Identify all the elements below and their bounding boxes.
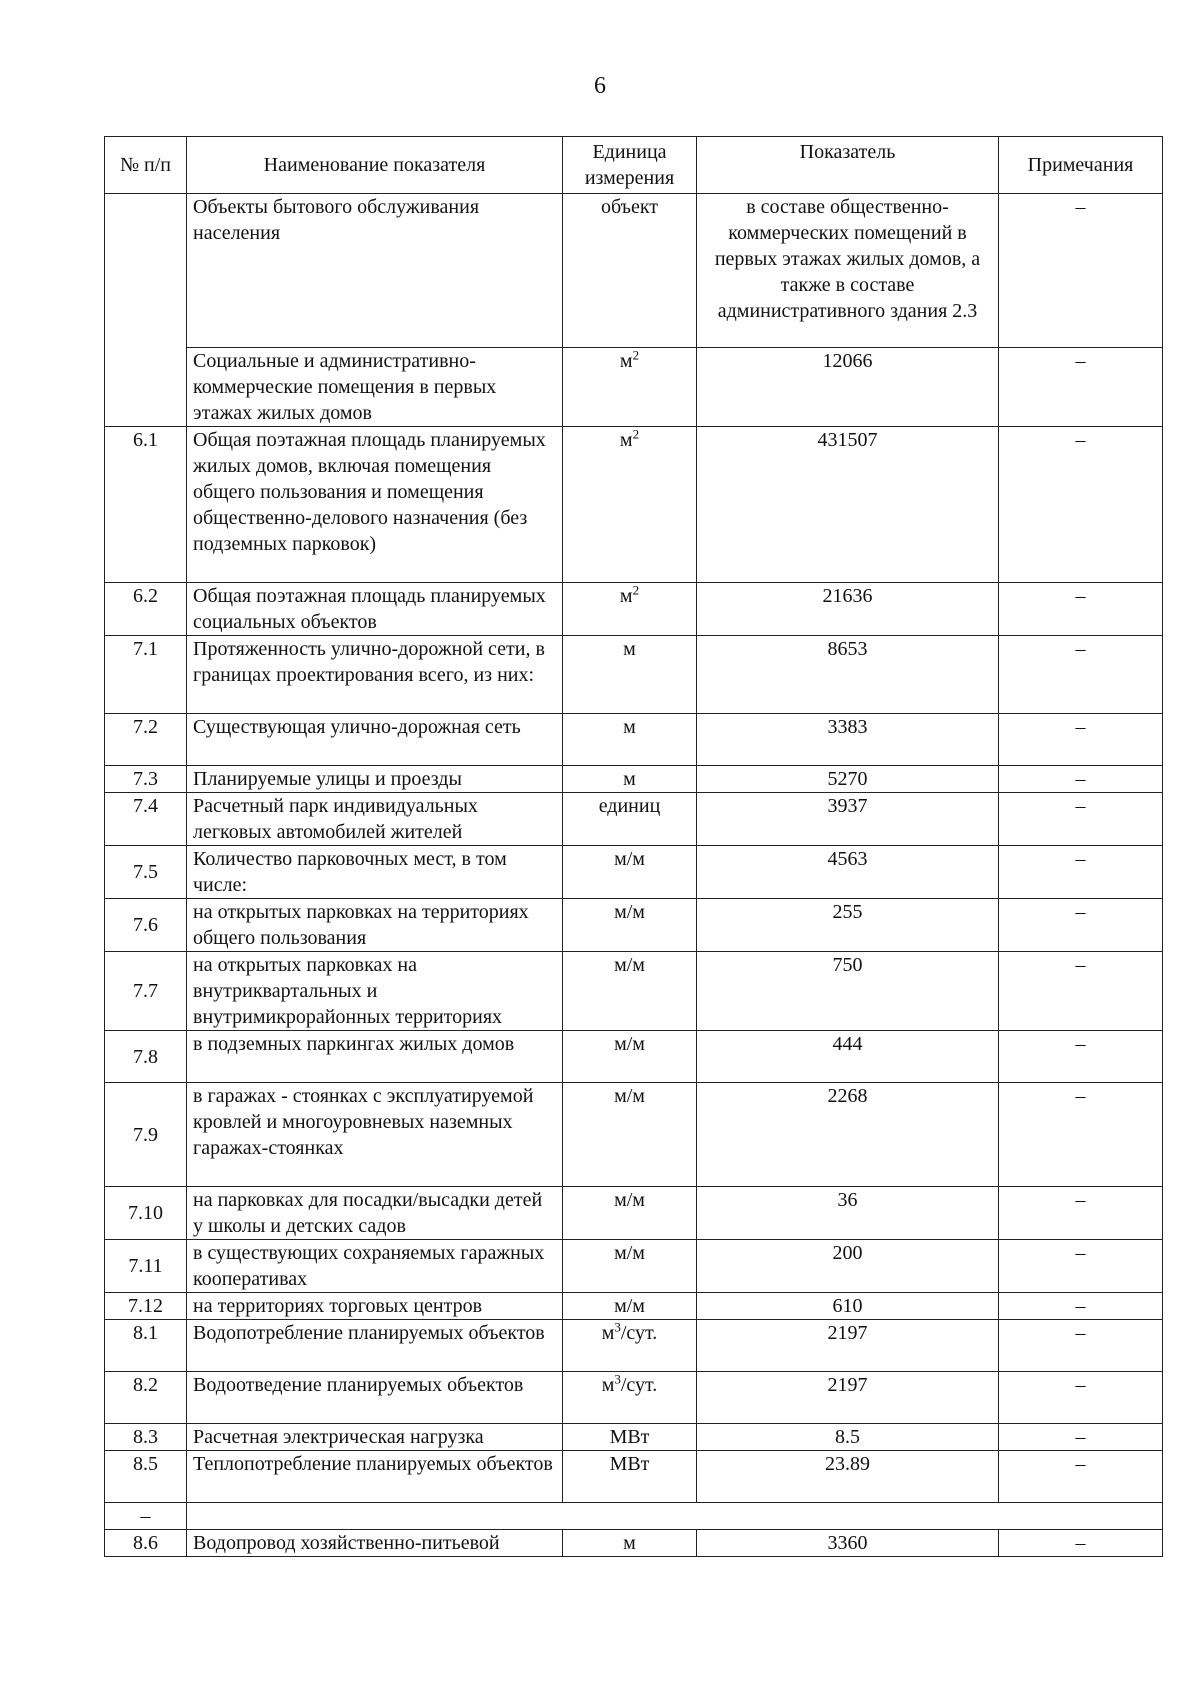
row-unit: $м^2$	[563, 583, 697, 636]
row-note: –	[999, 1187, 1163, 1240]
row-unit: единиц	[563, 793, 697, 846]
row-num: 8.1	[105, 1320, 187, 1372]
table-row	[105, 952, 1163, 1031]
row-name: Расчетный парк индивидуальных легковых автомобилей жителей	[187, 793, 563, 846]
table-row	[105, 1187, 1163, 1240]
row-num: 7.3	[105, 766, 187, 793]
table-row	[105, 714, 1163, 766]
row-num: 7.8	[105, 1031, 187, 1083]
table-header-row	[105, 137, 1163, 194]
row-name: в существующих сохраняемых гаражных кооперативах	[187, 1240, 563, 1293]
header-note: Примечания	[999, 137, 1163, 194]
row-unit: $м^2$	[563, 348, 697, 427]
row-value: 12066	[697, 348, 999, 427]
row-unit: МВт	[563, 1424, 697, 1451]
row-unit: м/м	[563, 1293, 697, 1320]
table-row	[105, 1293, 1163, 1320]
row-note: –	[999, 1240, 1163, 1293]
table-row	[105, 846, 1163, 899]
row-value: 5270	[697, 766, 999, 793]
row-num: 7.9	[105, 1083, 187, 1187]
table-row	[105, 583, 1163, 636]
row-note: –	[999, 1424, 1163, 1451]
row-value: 444	[697, 1031, 999, 1083]
row-num	[105, 194, 187, 427]
row-name: Существующая улично-дорожная сеть	[187, 714, 563, 766]
row-name: на открытых парковках на территориях общего пользования	[187, 899, 563, 952]
row-note: –	[999, 1031, 1163, 1083]
header-name: Наименование показателя	[187, 137, 563, 194]
table-row	[105, 1320, 1163, 1372]
row-unit: объект	[563, 194, 697, 348]
row-name: на территориях торговых центров	[187, 1293, 563, 1320]
row-note: –	[999, 1083, 1163, 1187]
row-num: 7.7	[105, 952, 187, 1031]
row-num: 7.11	[105, 1240, 187, 1293]
table-row	[105, 766, 1163, 793]
row-value: 3937	[697, 793, 999, 846]
table-row	[105, 899, 1163, 952]
row-unit: м/м	[563, 1187, 697, 1240]
row-note: –	[999, 714, 1163, 766]
table-row	[105, 793, 1163, 846]
row-value: 750	[697, 952, 999, 1031]
row-unit: м/м	[563, 899, 697, 952]
table-row	[105, 1424, 1163, 1451]
row-value: 2268	[697, 1083, 999, 1187]
row-name: Общая поэтажная площадь планируемых социальных объектов	[187, 583, 563, 636]
row-num: 7.5	[105, 846, 187, 899]
row-value: 36	[697, 1187, 999, 1240]
row-name: Водоотведение планируемых объектов	[187, 1372, 563, 1424]
row-unit: м	[563, 766, 697, 793]
row-value: 2197	[697, 1372, 999, 1424]
row-num: 8.2	[105, 1372, 187, 1424]
row-name: Социальные и административно-коммерческие помещения в первых этажах жилых домов	[187, 348, 563, 427]
row-num: 6.1	[105, 427, 187, 583]
row-name: Расчетная электрическая нагрузка	[187, 1424, 563, 1451]
row-value: 8653	[697, 636, 999, 714]
row-value: 4563	[697, 846, 999, 899]
row-note: –	[999, 1530, 1163, 1557]
row-name: Водопровод хозяйственно-питьевой	[187, 1530, 563, 1557]
row-name: Водопотребление планируемых объектов	[187, 1320, 563, 1372]
row-value: 8.5	[697, 1424, 999, 1451]
row-note: –	[999, 1372, 1163, 1424]
row-note: –	[999, 427, 1163, 583]
row-num: 7.1	[105, 636, 187, 714]
row-value: 3360	[697, 1530, 999, 1557]
row-name: Объекты бытового обслуживания населения	[187, 194, 563, 348]
row-unit: м	[563, 1530, 697, 1557]
table-row	[105, 636, 1163, 714]
row-unit: м/м	[563, 1031, 697, 1083]
row-value: 3383	[697, 714, 999, 766]
row-unit: м/м	[563, 1083, 697, 1187]
table-row	[105, 1240, 1163, 1293]
row-name: Протяженность улично-дорожной сети, в границах проектирования всего, из них:	[187, 636, 563, 714]
row-value: 2197	[697, 1320, 999, 1372]
row-note: –	[999, 636, 1163, 714]
row-value: 23.89	[697, 1451, 999, 1503]
row-unit: м/м	[563, 1240, 697, 1293]
row-note: –	[999, 1451, 1163, 1503]
separator-cell	[187, 1503, 1163, 1530]
header-unit: Единица измерения	[563, 137, 697, 194]
row-num: 7.2	[105, 714, 187, 766]
row-note: –	[999, 899, 1163, 952]
row-name: Общая поэтажная площадь планируемых жилых домов, включая помещения общего пользования и помещения общественно-делового назначения (без подземных парковок)	[187, 427, 563, 583]
row-value: в составе общественно-коммерческих помещений в первых этажах жилых домов, а также в составе административного здания 2.3	[697, 194, 999, 348]
table-row	[105, 1530, 1163, 1557]
row-num: 8.5	[105, 1451, 187, 1503]
row-note: –	[999, 793, 1163, 846]
row-unit: м	[563, 636, 697, 714]
row-note: –	[999, 766, 1163, 793]
row-note: –	[999, 583, 1163, 636]
row-name: Теплопотребление планируемых объектов	[187, 1451, 563, 1503]
row-name: в подземных паркингах жилых домов	[187, 1031, 563, 1083]
row-num: 8.6	[105, 1530, 187, 1557]
row-unit: МВт	[563, 1451, 697, 1503]
row-name: на открытых парковках на внутриквартальных и внутримикрорайонных территориях	[187, 952, 563, 1031]
table-separator-row	[105, 1503, 1163, 1530]
row-value: 610	[697, 1293, 999, 1320]
table-row	[105, 1451, 1163, 1503]
table-row	[105, 1372, 1163, 1424]
row-num: 7.6	[105, 899, 187, 952]
indicators-table	[104, 136, 1163, 1557]
table-row	[105, 348, 1163, 427]
row-num: 8.3	[105, 1424, 187, 1451]
table-row	[105, 194, 1163, 348]
row-unit: м/м	[563, 846, 697, 899]
row-name: на парковках для посадки/высадки детей у школы и детских садов	[187, 1187, 563, 1240]
row-name: Количество парковочных мест, в том числе:	[187, 846, 563, 899]
row-num: 7.12	[105, 1293, 187, 1320]
row-note: –	[999, 194, 1163, 348]
page-number: 6	[594, 73, 606, 99]
row-unit: м/м	[563, 952, 697, 1031]
row-name: Планируемые улицы и проезды	[187, 766, 563, 793]
row-num: 7.4	[105, 793, 187, 846]
row-note: –	[999, 1320, 1163, 1372]
row-value: 255	[697, 899, 999, 952]
row-unit: $м^3$/сут.	[563, 1372, 697, 1424]
table-row	[105, 1083, 1163, 1187]
row-value: 431507	[697, 427, 999, 583]
row-value: 21636	[697, 583, 999, 636]
row-note: –	[999, 846, 1163, 899]
row-unit: $м^3$/сут.	[563, 1320, 697, 1372]
row-note: –	[999, 348, 1163, 427]
row-num: 7.10	[105, 1187, 187, 1240]
row-name: в гаражах - стоянках с эксплуатируемой кровлей и многоуровневых наземных гаражах-стоянках	[187, 1083, 563, 1187]
row-num: 6.2	[105, 583, 187, 636]
row-value: 200	[697, 1240, 999, 1293]
row-unit: м	[563, 714, 697, 766]
row-note: –	[999, 1293, 1163, 1320]
row-num: –	[105, 1503, 187, 1530]
table-row	[105, 1031, 1163, 1083]
row-unit: $м^2$	[563, 427, 697, 583]
row-note: –	[999, 952, 1163, 1031]
header-value: Показатель	[697, 137, 999, 194]
table-row	[105, 427, 1163, 583]
header-num: № п/п	[105, 137, 187, 194]
